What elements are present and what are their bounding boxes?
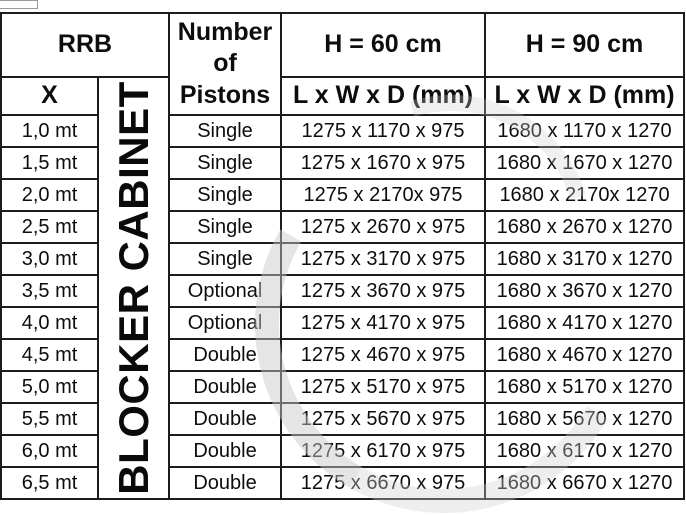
x-value: 3,5 mt [1, 275, 98, 307]
h90-value: 1680 x 2170x 1270 [485, 179, 684, 211]
h90-value: 1680 x 5170 x 1270 [485, 371, 684, 403]
h60-header: H = 60 cm [281, 13, 485, 77]
h90-value: 1680 x 1170 x 1270 [485, 115, 684, 147]
pistons-value: Double [169, 435, 281, 467]
pistons-value: Single [169, 115, 281, 147]
h60-value: 1275 x 5170 x 975 [281, 371, 485, 403]
h90-value: 1680 x 4670 x 1270 [485, 339, 684, 371]
x-value: 4,5 mt [1, 339, 98, 371]
x-value: 4,0 mt [1, 307, 98, 339]
h60-dims-header: L x W x D (mm) [281, 77, 485, 115]
pistons-value: Optional [169, 307, 281, 339]
h60-value: 1275 x 1670 x 975 [281, 147, 485, 179]
h90-value: 1680 x 5670 x 1270 [485, 403, 684, 435]
h60-value: 1275 x 6170 x 975 [281, 435, 485, 467]
page-edge-fragment [0, 0, 38, 9]
x-header: X [1, 77, 98, 115]
header-row-2 [1, 77, 684, 115]
pistons-value: Single [169, 211, 281, 243]
h60-value: 1275 x 3670 x 975 [281, 275, 485, 307]
h90-value: 1680 x 6170 x 1270 [485, 435, 684, 467]
h60-value: 1275 x 2170x 975 [281, 179, 485, 211]
x-value: 6,0 mt [1, 435, 98, 467]
h60-value: 1275 x 4170 x 975 [281, 307, 485, 339]
rrb-header: RRB [1, 13, 169, 77]
pistons-header: Number of Pistons [169, 13, 281, 115]
h60-value: 1275 x 2670 x 975 [281, 211, 485, 243]
h60-value: 1275 x 5670 x 975 [281, 403, 485, 435]
pistons-value: Double [169, 371, 281, 403]
x-value: 6,5 mt [1, 467, 98, 499]
h90-value: 1680 x 3170 x 1270 [485, 243, 684, 275]
pistons-value: Single [169, 147, 281, 179]
x-value: 2,5 mt [1, 211, 98, 243]
h90-header: H = 90 cm [485, 13, 684, 77]
h60-value: 1275 x 4670 x 975 [281, 339, 485, 371]
cabinet-label: BLOCKER CABINET [109, 81, 157, 495]
h90-value: 1680 x 6670 x 1270 [485, 467, 684, 499]
x-value: 2,0 mt [1, 179, 98, 211]
pistons-value: Double [169, 339, 281, 371]
x-value: 5,5 mt [1, 403, 98, 435]
pistons-value: Single [169, 179, 281, 211]
h60-value: 1275 x 3170 x 975 [281, 243, 485, 275]
blocker-cabinet-spec-table [0, 12, 685, 500]
h90-dims-header: L x W x D (mm) [485, 77, 684, 115]
x-value: 5,0 mt [1, 371, 98, 403]
x-value: 3,0 mt [1, 243, 98, 275]
header-row-1 [1, 13, 684, 77]
x-value: 1,5 mt [1, 147, 98, 179]
pistons-value: Single [169, 243, 281, 275]
h60-value: 1275 x 1170 x 975 [281, 115, 485, 147]
pistons-value: Double [169, 403, 281, 435]
pistons-value: Optional [169, 275, 281, 307]
pistons-value: Double [169, 467, 281, 499]
h90-value: 1680 x 2670 x 1270 [485, 211, 684, 243]
x-value: 1,0 mt [1, 115, 98, 147]
h90-value: 1680 x 3670 x 1270 [485, 275, 684, 307]
h60-value: 1275 x 6670 x 975 [281, 467, 485, 499]
h90-value: 1680 x 4170 x 1270 [485, 307, 684, 339]
h90-value: 1680 x 1670 x 1270 [485, 147, 684, 179]
cabinet-cell [98, 77, 169, 499]
